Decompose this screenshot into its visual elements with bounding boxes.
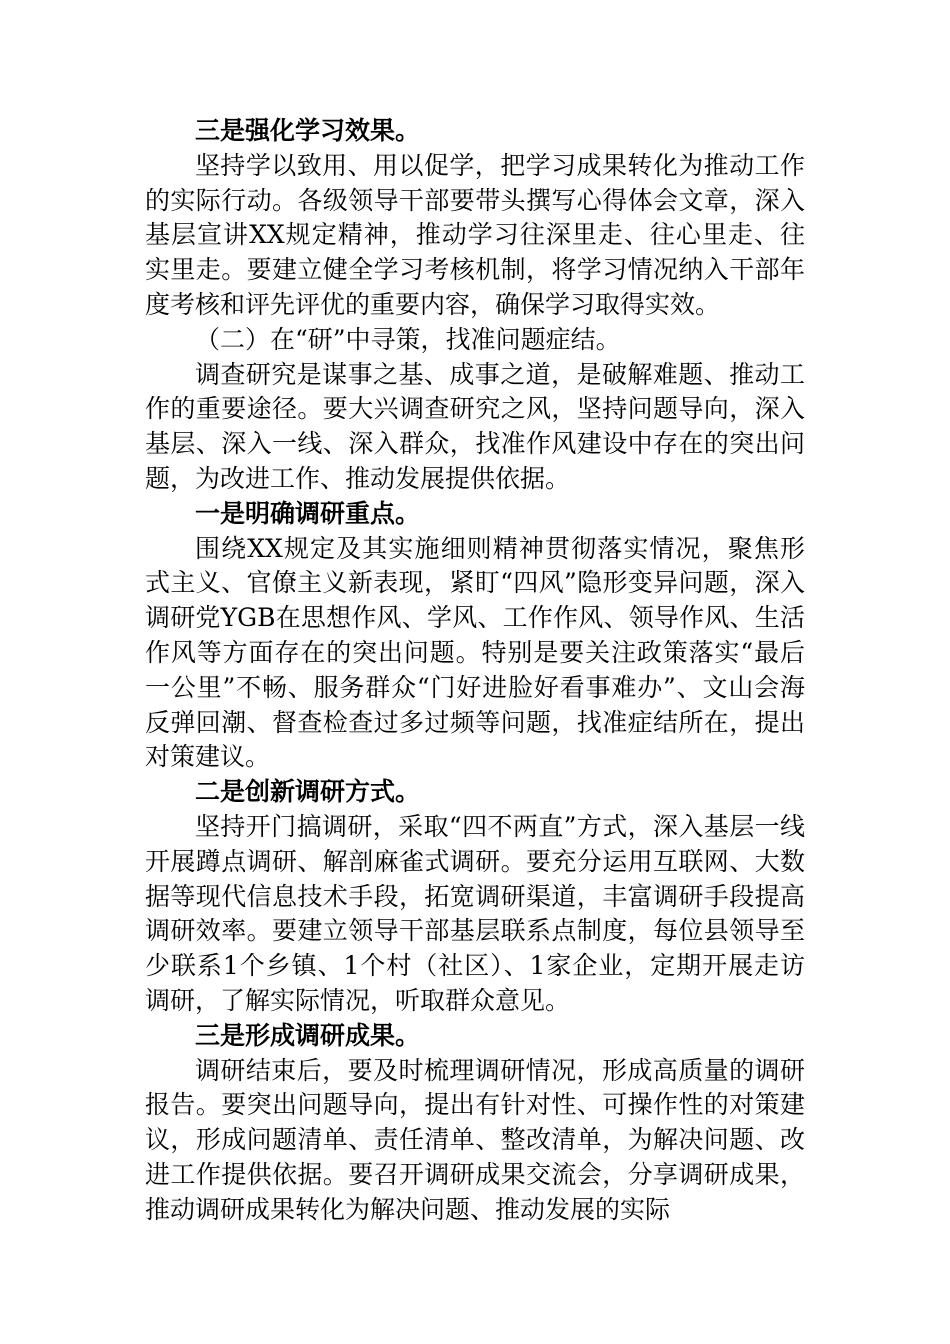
section-heading: 二是创新调研方式。	[195, 777, 421, 807]
body-paragraph: 调研结束后，要及时梳理调研情况，形成高质量的调研报告。要突出问题导向，提出有针对性、可操作性的对策建议，形成问题清单、责任清单、整改清单，为解决问题、改进工作提供依据。要召开调研成果交流会，分享调研成果，推动调研成果转化为解决问题、推动发展的实际	[145, 1055, 805, 1224]
body-paragraph: 坚持开门搞调研，采取“四不两直”方式，深入基层一线开展蹲点调研、解剖麻雀式调研。要充分运用互联网、大数据等现代信息技术手段，拓宽调研渠道，丰富调研手段提高调研效率。要建立领导干部基层联系点制度，每位县领导至少联系1个乡镇、1个村（社区）、1家企业，定期开展走访调研，了解实际情况，听取群众意见。	[145, 811, 805, 1015]
section-heading: 一是明确调研重点。	[195, 498, 421, 528]
section-heading: 三是形成调研成果。	[195, 1020, 421, 1050]
subsection-heading: （二）在“研”中寻策，找准问题症结。	[195, 324, 621, 354]
body-paragraph: 坚持学以致用、用以促学，把学习成果转化为推动工作的实际行动。各级领导干部要带头撰写心得体会文章，深入基层宣讲XX规定精神，推动学习往深里走、往心里走、往实里走。要建立健全学习考核机制，将学习情况纳入干部年度考核和评先评优的重要内容，确保学习取得实效。	[145, 150, 805, 319]
section-heading: 三是强化学习效果。	[195, 116, 421, 145]
body-paragraph: 调查研究是谋事之基、成事之道，是破解难题、推动工作的重要途径。要大兴调查研究之风，坚持问题导向，深入基层、深入一线、深入群众，找准作风建设中存在的突出问题，为改进工作、推动发展提供依据。	[145, 359, 805, 493]
body-paragraph: 围绕XX规定及其实施细则精神贯彻落实情况，聚焦形式主义、官僚主义新表现，紧盯“四风”隐形变异问题，深入调研党YGB在思想作风、学风、工作作风、领导作风、生活作风等方面存在的突出问题。特别是要关注政策落实“最后一公里”不畅、服务群众“门好进脸好看事难办”、文山会海反弹回潮、督查检查过多过频等问题，找准症结所在，提出对策建议。	[145, 533, 805, 772]
document-body	[145, 114, 805, 1228]
